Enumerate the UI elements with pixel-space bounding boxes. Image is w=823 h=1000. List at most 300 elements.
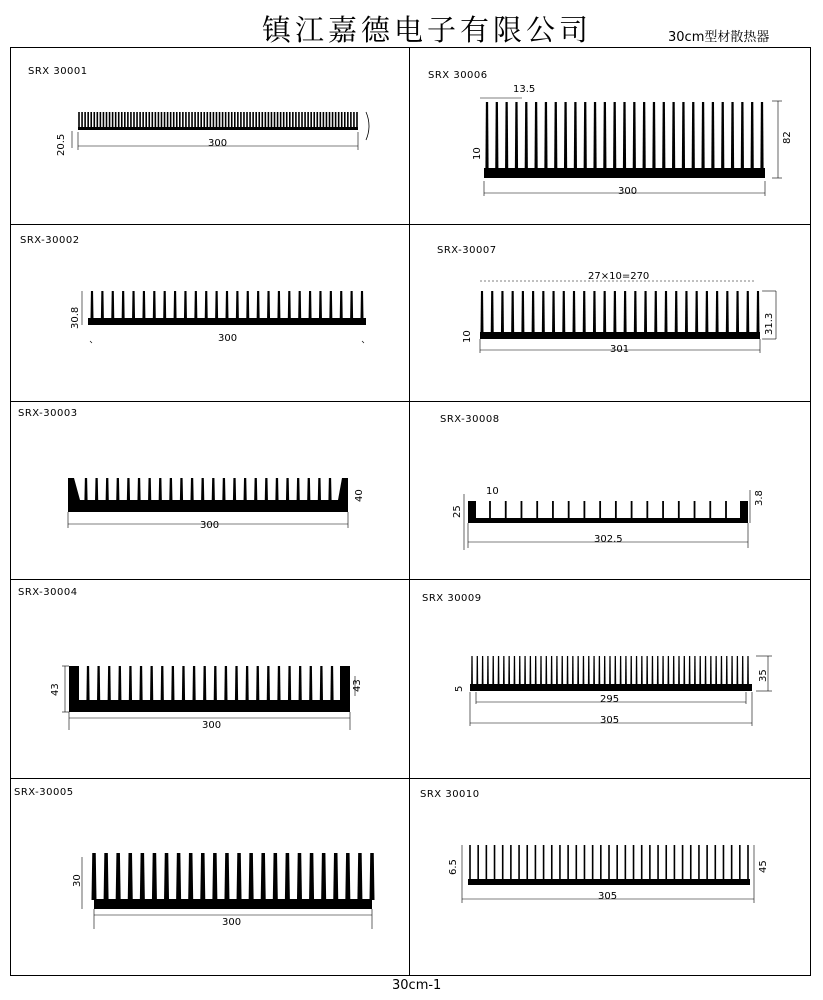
heatsink-fin: [249, 112, 251, 128]
heatsink-fin: [370, 853, 375, 900]
heatsink-fin: [286, 112, 288, 128]
heatsink-fin: [301, 112, 303, 128]
heatsink-fin: [236, 291, 239, 319]
heatsink-fin: [675, 291, 678, 333]
heatsink-fin: [139, 666, 142, 701]
heatsink-fin: [297, 853, 302, 900]
heatsink-fin: [699, 656, 701, 685]
heatsink-fin: [736, 656, 738, 685]
heatsink-fin: [568, 501, 570, 519]
heatsink-fin: [736, 291, 739, 333]
heatsink-fin: [176, 112, 178, 128]
heatsink-fin: [316, 112, 318, 128]
product-cell-srx-30002: [10, 225, 409, 401]
heatsink-fin: [551, 845, 553, 880]
dimension-label: 300: [218, 333, 238, 344]
heatsink-fin: [133, 112, 135, 128]
heatsink-fin: [615, 501, 617, 519]
heatsink-fin: [273, 853, 278, 900]
heatsink-fin: [116, 478, 119, 501]
heatsink-fin: [215, 291, 218, 319]
dimension-label: 27×10=270: [588, 271, 650, 282]
heatsink-fin: [630, 656, 632, 685]
product-code: SRX 30010: [420, 789, 480, 800]
heatsink-fin: [277, 112, 279, 128]
heatsink-fin: [476, 656, 478, 685]
heatsink-fin: [307, 478, 310, 501]
heatsink-fin: [161, 666, 164, 701]
heatsink-fin: [593, 291, 596, 333]
dimension-label: 10: [462, 330, 473, 343]
heatsink-fin: [593, 656, 595, 685]
product-code: SRX-30008: [440, 414, 500, 425]
heatsink-fin: [97, 112, 99, 128]
heatsink-fin: [256, 666, 259, 701]
heatsink-fin: [243, 112, 245, 128]
heatsink-fin: [498, 656, 500, 685]
heatsink-fin: [598, 656, 600, 685]
heatsink-fin: [350, 112, 352, 128]
heatsink-fin: [726, 656, 728, 685]
heatsink-fin: [171, 666, 174, 701]
heatsink-fin: [603, 291, 606, 333]
heatsink-fin: [182, 666, 185, 701]
heatsink-fin: [583, 656, 585, 685]
heatsink-fin: [353, 112, 355, 128]
heatsink-fin: [510, 845, 512, 880]
heatsink-fin: [320, 666, 323, 701]
heatsink-fin: [731, 102, 734, 169]
heatsink-fin: [552, 291, 555, 333]
heatsink-fin: [716, 291, 719, 333]
heatsink-fin: [137, 478, 140, 501]
heatsink-fin: [623, 102, 626, 169]
heatsink-fin: [139, 112, 141, 128]
heatsink-fin: [345, 853, 350, 900]
heatsink-fin: [344, 112, 346, 128]
heatsink-fin: [182, 112, 184, 128]
heatsink-fin: [662, 102, 665, 169]
heatsink-fin: [318, 478, 321, 501]
dimension-label: 10: [472, 147, 483, 160]
heatsink-fin: [471, 656, 473, 685]
heatsink-fin: [721, 656, 723, 685]
dimension-label: 43: [352, 679, 363, 692]
heatsink-fin: [746, 291, 749, 333]
heatsink-fin: [261, 112, 263, 128]
heatsink-fin: [200, 112, 202, 128]
product-cell-srx-30003: [10, 402, 409, 579]
heatsink-fin: [106, 112, 108, 128]
heatsink-fin: [307, 112, 309, 128]
heatsink-fin: [92, 853, 97, 900]
heatsink-fin: [685, 291, 688, 333]
heatsink-fin: [81, 112, 83, 128]
dimension-label: 301: [610, 344, 630, 355]
heatsink-profile-drawing: [10, 402, 409, 579]
heatsink-fin: [491, 291, 494, 333]
product-code: SRX 30006: [428, 70, 488, 81]
heatsink-fin: [760, 102, 763, 169]
heatsink-fin: [559, 845, 561, 880]
heatsink-fin: [747, 656, 749, 685]
heatsink-fin: [562, 291, 565, 333]
product-code: SRX-30003: [18, 408, 78, 419]
heatsink-fin: [87, 112, 89, 128]
heatsink-fin: [288, 666, 291, 701]
heatsink-profile-drawing: [10, 48, 409, 224]
dimension-label: 300: [222, 917, 242, 928]
heatsink-fin: [469, 845, 471, 880]
heatsink-fin: [106, 478, 109, 501]
dimension-label: 305: [598, 891, 618, 902]
heatsink-fin: [104, 853, 109, 900]
dimension-label: 13.5: [513, 84, 536, 95]
heatsink-fin: [731, 845, 733, 880]
heatsink-fin: [706, 845, 708, 880]
heatsink-fin: [310, 112, 312, 128]
heatsink-fin: [489, 501, 491, 519]
heatsink-fin: [649, 845, 651, 880]
heatsink-fin: [633, 845, 635, 880]
heatsink-fin: [201, 478, 204, 501]
heatsink-fin: [694, 656, 696, 685]
heatsink-fin: [226, 291, 229, 319]
heatsink-fin: [662, 656, 664, 685]
heatsink-fin: [330, 666, 333, 701]
heatsink-fin: [673, 656, 675, 685]
heatsink-fin: [225, 112, 227, 128]
heatsink-fin: [321, 853, 326, 900]
heatsink-fin: [118, 666, 121, 701]
company-title: 镇江嘉德电子有限公司: [262, 13, 593, 47]
heatsink-fin: [109, 112, 111, 128]
heatsink-fin: [233, 478, 236, 501]
heatsink-fin: [244, 478, 247, 501]
heatsink-fin: [616, 845, 618, 880]
catalog-subtitle: 30cm型材散热器: [668, 30, 770, 45]
heatsink-fin: [170, 112, 172, 128]
heatsink-profile-drawing: [10, 779, 409, 976]
product-cell-srx-30007: [410, 225, 811, 401]
heatsink-fin: [169, 478, 172, 501]
heatsink-fin: [304, 112, 306, 128]
heatsink-fin: [532, 291, 535, 333]
heatsink-fin: [129, 666, 132, 701]
heatsink-fin: [613, 102, 616, 169]
dimension-label: 20.5: [56, 133, 67, 156]
heatsink-fin: [292, 112, 294, 128]
heatsink-fin: [340, 291, 343, 319]
heatsink-fin: [494, 845, 496, 880]
heatsink-fin: [503, 656, 505, 685]
heatsink-fin: [93, 112, 95, 128]
heatsink-fin: [521, 291, 524, 333]
dimension-label: 82: [782, 131, 793, 144]
heatsink-fin: [644, 291, 647, 333]
heatsink-fin: [747, 845, 749, 880]
heatsink-fin: [625, 656, 627, 685]
heatsink-fin: [701, 102, 704, 169]
heatsink-fin: [84, 112, 86, 128]
heatsink-fin: [130, 112, 132, 128]
heatsink-fin: [176, 853, 181, 900]
heatsink-fin: [288, 291, 291, 319]
dimension-label: 45: [758, 860, 769, 873]
heatsink-fin: [332, 112, 334, 128]
dimension-label: 5: [454, 685, 465, 692]
heatsink-fin: [192, 666, 195, 701]
heatsink-fin: [556, 656, 558, 685]
heatsink-fin: [84, 478, 87, 501]
heatsink-fin: [173, 112, 175, 128]
heatsink-fin: [682, 845, 684, 880]
product-cell-srx-30008: [410, 402, 811, 579]
heatsink-fin: [277, 291, 280, 319]
heatsink-fin: [271, 112, 273, 128]
heatsink-fin: [600, 845, 602, 880]
heatsink-fin: [235, 666, 238, 701]
product-code: SRX-30005: [14, 787, 74, 798]
dimension-label: 300: [618, 186, 638, 197]
heatsink-fin: [237, 112, 239, 128]
heatsink-fin: [757, 291, 760, 333]
dimension-label: 10: [486, 486, 499, 497]
heatsink-fin: [174, 291, 177, 319]
heatsink-fin: [726, 291, 729, 333]
heatsink-fin: [128, 853, 133, 900]
heatsink-fin: [567, 656, 569, 685]
heatsink-fin: [542, 291, 545, 333]
heatsink-fin: [725, 501, 727, 519]
heatsink-fin: [695, 291, 698, 333]
heatsink-fin: [593, 102, 596, 169]
dimension-label: 3.8: [754, 490, 765, 506]
heatsink-fin: [228, 112, 230, 128]
heatsink-fin: [492, 656, 494, 685]
heatsink-fin: [185, 112, 187, 128]
heatsink-fin: [159, 478, 162, 501]
heatsink-fin: [252, 112, 254, 128]
heatsink-fin: [511, 291, 514, 333]
heatsink-fin: [216, 112, 218, 128]
heatsink-fin: [212, 853, 217, 900]
heatsink-fin: [572, 656, 574, 685]
heatsink-fin: [124, 112, 126, 128]
heatsink-fin: [254, 478, 257, 501]
heatsink-profile-drawing: [410, 225, 811, 401]
heatsink-fin: [148, 478, 151, 501]
heatsink-fin: [142, 112, 144, 128]
heatsink-fin: [672, 102, 675, 169]
heatsink-fin: [714, 845, 716, 880]
heatsink-profile-drawing: [410, 779, 811, 976]
heatsink-fin: [203, 666, 206, 701]
heatsink-fin: [574, 102, 577, 169]
heatsink-fin: [289, 112, 291, 128]
dimension-label: 40: [354, 489, 365, 502]
heatsink-fin: [132, 291, 135, 319]
dimension-label: 25: [452, 505, 463, 518]
heatsink-fin: [624, 291, 627, 333]
heatsink-fin: [127, 478, 130, 501]
heatsink-fin: [502, 845, 504, 880]
heatsink-fin: [554, 102, 557, 169]
heatsink-fin: [501, 291, 504, 333]
dimension-label: 305: [600, 715, 620, 726]
heatsink-fin: [103, 112, 105, 128]
heatsink-fin: [127, 112, 129, 128]
heatsink-fin: [197, 112, 199, 128]
product-code: SRX 30009: [422, 593, 482, 604]
dimension-label: 302.5: [594, 534, 623, 545]
heatsink-fin: [529, 656, 531, 685]
heatsink-fin: [540, 656, 542, 685]
heatsink-fin: [257, 291, 260, 319]
heatsink-fin: [335, 112, 337, 128]
heatsink-fin: [210, 112, 212, 128]
heatsink-profile-drawing: [410, 402, 811, 579]
heatsink-fin: [285, 853, 290, 900]
heatsink-fin: [519, 656, 521, 685]
heatsink-fin: [275, 478, 278, 501]
heatsink-fin: [636, 656, 638, 685]
product-cell-srx-30001: [10, 48, 409, 224]
dimension-label: 295: [600, 694, 620, 705]
heatsink-fin: [588, 656, 590, 685]
heatsink-fin: [625, 845, 627, 880]
heatsink-fin: [283, 112, 285, 128]
heatsink-fin: [205, 291, 208, 319]
heatsink-fin: [692, 102, 695, 169]
heatsink-fin: [164, 853, 169, 900]
heatsink-fin: [309, 291, 312, 319]
dimension-label: 35: [758, 669, 769, 682]
heatsink-fin: [705, 656, 707, 685]
heatsink-fin: [333, 853, 338, 900]
heatsink-fin: [112, 112, 114, 128]
heatsink-fin: [142, 291, 145, 319]
heatsink-fin: [280, 112, 282, 128]
heatsink-fin: [678, 656, 680, 685]
dimension-label: 300: [208, 138, 228, 149]
heatsink-fin: [90, 112, 92, 128]
heatsink-fin: [297, 478, 300, 501]
heatsink-fin: [690, 845, 692, 880]
heatsink-fin: [682, 102, 685, 169]
heatsink-fin: [486, 845, 488, 880]
heatsink-fin: [329, 112, 331, 128]
heatsink-fin: [101, 291, 104, 319]
heatsink-fin: [603, 102, 606, 169]
heatsink-fin: [200, 853, 205, 900]
heatsink-fin: [584, 845, 586, 880]
heatsink-fin: [298, 112, 300, 128]
product-cell-srx-30009: [410, 580, 811, 778]
heatsink-fin: [657, 656, 659, 685]
heatsink-fin: [249, 853, 254, 900]
heatsink-fin: [122, 291, 125, 319]
heatsink-profile-drawing: [10, 225, 409, 401]
product-code: SRX-30007: [437, 245, 497, 256]
product-cell-srx-30010: [410, 779, 811, 976]
heatsink-fin: [584, 501, 586, 519]
heatsink-fin: [298, 291, 301, 319]
heatsink-fin: [481, 291, 484, 333]
heatsink-fin: [136, 112, 138, 128]
heatsink-fin: [710, 656, 712, 685]
heatsink-profile-drawing: [410, 48, 811, 224]
heatsink-fin: [689, 656, 691, 685]
heatsink-fin: [145, 112, 147, 128]
heatsink-fin: [326, 112, 328, 128]
heatsink-fin: [657, 845, 659, 880]
heatsink-fin: [153, 291, 156, 319]
dimension-label: 30.8: [70, 306, 81, 329]
heatsink-fin: [641, 656, 643, 685]
heatsink-fin: [234, 112, 236, 128]
heatsink-fin: [328, 478, 331, 501]
heatsink-fin: [564, 102, 567, 169]
heatsink-fin: [180, 478, 183, 501]
heatsink-fin: [313, 112, 315, 128]
dimension-label: 31.3: [764, 312, 775, 335]
heatsink-fin: [212, 478, 215, 501]
heatsink-fin: [495, 102, 498, 169]
heatsink-fin: [164, 112, 166, 128]
heatsink-fin: [698, 845, 700, 880]
heatsink-fin: [108, 666, 111, 701]
product-cell-srx-30005: [10, 779, 409, 976]
heatsink-fin: [515, 102, 518, 169]
heatsink-fin: [224, 666, 227, 701]
heatsink-fin: [652, 656, 654, 685]
heatsink-fin: [121, 112, 123, 128]
heatsink-fin: [190, 478, 193, 501]
heatsink-fin: [224, 853, 229, 900]
heatsink-fin: [158, 112, 160, 128]
heatsink-fin: [111, 291, 114, 319]
page-number: 30cm-1: [392, 978, 442, 993]
heatsink-fin: [286, 478, 289, 501]
heatsink-fin: [543, 845, 545, 880]
heatsink-fin: [575, 845, 577, 880]
heatsink-fin: [237, 853, 242, 900]
heatsink-profile-drawing: [10, 580, 409, 778]
heatsink-fin: [152, 853, 157, 900]
heatsink-fin: [641, 845, 643, 880]
heatsink-fin: [505, 501, 507, 519]
heatsink-fin: [583, 291, 586, 333]
heatsink-fin: [614, 656, 616, 685]
heatsink-fin: [654, 291, 657, 333]
heatsink-fin: [167, 112, 169, 128]
heatsink-fin: [524, 656, 526, 685]
heatsink-fin: [709, 501, 711, 519]
dimension-label: 300: [202, 720, 222, 731]
heatsink-fin: [694, 501, 696, 519]
dimension-label: 30: [72, 874, 83, 887]
product-cell-srx-30004: [10, 580, 409, 778]
heatsink-fin: [477, 845, 479, 880]
heatsink-fin: [118, 112, 120, 128]
heatsink-fin: [222, 478, 225, 501]
heatsink-fin: [100, 112, 102, 128]
heatsink-fin: [95, 478, 98, 501]
heatsink-fin: [741, 102, 744, 169]
heatsink-profile-drawing: [410, 580, 811, 778]
heatsink-fin: [267, 666, 270, 701]
